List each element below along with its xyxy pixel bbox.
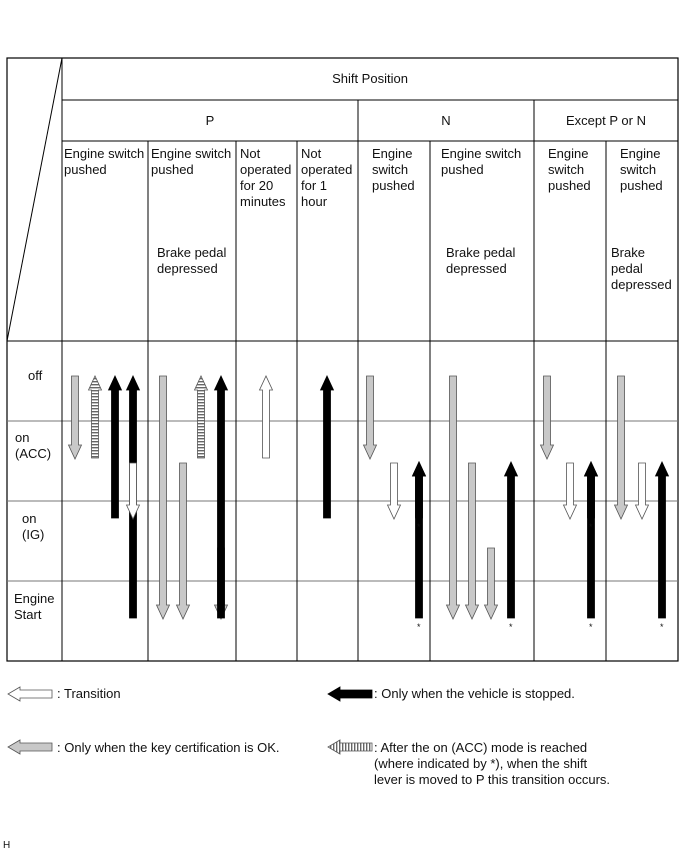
transition-arrow-c2-off-to-start [157,376,170,619]
column-title-8: Engine switch pushed [620,146,663,193]
transition-arrow-c1-ig-to-off [109,376,122,518]
transition-arrow-c4-ig-to-off [321,376,334,518]
star-marker: * [417,522,421,532]
transition-arrow-c7-start-to-acc [585,462,598,618]
column-note-6: Brake pedal depressed [446,245,516,276]
figure-code: H [3,840,11,851]
transition-arrow-c1-off-to-acc [69,376,82,459]
transition-arrow-c1-acc-to-ig [127,463,140,519]
column-title-4: Not operated for 1 hour [301,146,353,209]
column-title-2: Engine switch pushed [151,146,232,177]
corner-diagonal [7,58,62,341]
legend-acc-note-text: : After the on (ACC) mode is reached (where indicated by *), when the shift lever is moved to P this transition occurs. [374,740,611,787]
column-title-5: Engine switch pushed [372,146,415,193]
transition-arrow-c7-acc-to-ig [564,463,577,519]
legend-transition-arrow [8,687,52,701]
row-label-off: off [28,368,43,383]
transition-arrow-c8-start-to-acc [656,462,669,618]
legend-transition-text: : Transition [57,686,121,701]
transition-arrow-c7-off-to-acc [541,376,554,459]
transition-arrow-c3-acc-to-off [260,376,273,458]
star-marker: * [660,622,664,632]
transition-arrow-c2-start-to-off [215,376,228,618]
transition-arrow-c8-off-to-ig [615,376,628,519]
column-title-1: Engine switch pushed [64,146,145,177]
transition-arrow-c2-acc-to-off [195,376,208,458]
legend-stopped-text: : Only when the vehicle is stopped. [374,686,575,701]
star-marker: * [589,622,593,632]
row-label-acc: on (ACC) [15,430,52,461]
row-label-ig: on (IG) [22,511,45,542]
column-note-2: Brake pedal depressed [157,245,227,276]
group-p: P [205,113,215,128]
transition-arrow-c5-acc-to-ig [388,463,401,519]
legend-stopped-arrow [328,687,372,701]
transition-arrow-c5-start-to-acc [413,462,426,618]
legend-key-ok-arrow [8,740,52,754]
transition-arrow-c6-ig-to-start [485,548,498,619]
transition-arrow-c1-acc-to-off [89,376,102,458]
star-marker: * [509,622,513,632]
group-except-p-or-n: Except P or N [566,113,646,128]
transition-arrow-c6-acc-to-start [466,463,479,619]
column-title-7: Engine switch pushed [548,146,591,193]
shift-position-title: Shift Position [332,71,408,86]
column-note-8: Brake pedal depressed [611,245,672,292]
transition-arrow-c6-start-to-acc [505,462,518,618]
transition-arrow-c6-off-to-start [447,376,460,619]
legend-key-ok-text: : Only when the key certification is OK. [57,740,280,755]
row-label-start: Engine Start [14,591,55,622]
star-marker: * [589,522,593,532]
column-title-6: Engine switch pushed [441,146,522,177]
transition-arrow-c2-acc-to-start [177,463,190,619]
transition-arrow-c5-off-to-acc [364,376,377,459]
transition-arrow-c8-acc-to-ig [636,463,649,519]
legend-acc-note-arrow [328,740,372,754]
star-marker: * [417,622,421,632]
column-title-3: Not operated for 20 minutes [240,146,292,209]
group-n: N [441,113,451,128]
